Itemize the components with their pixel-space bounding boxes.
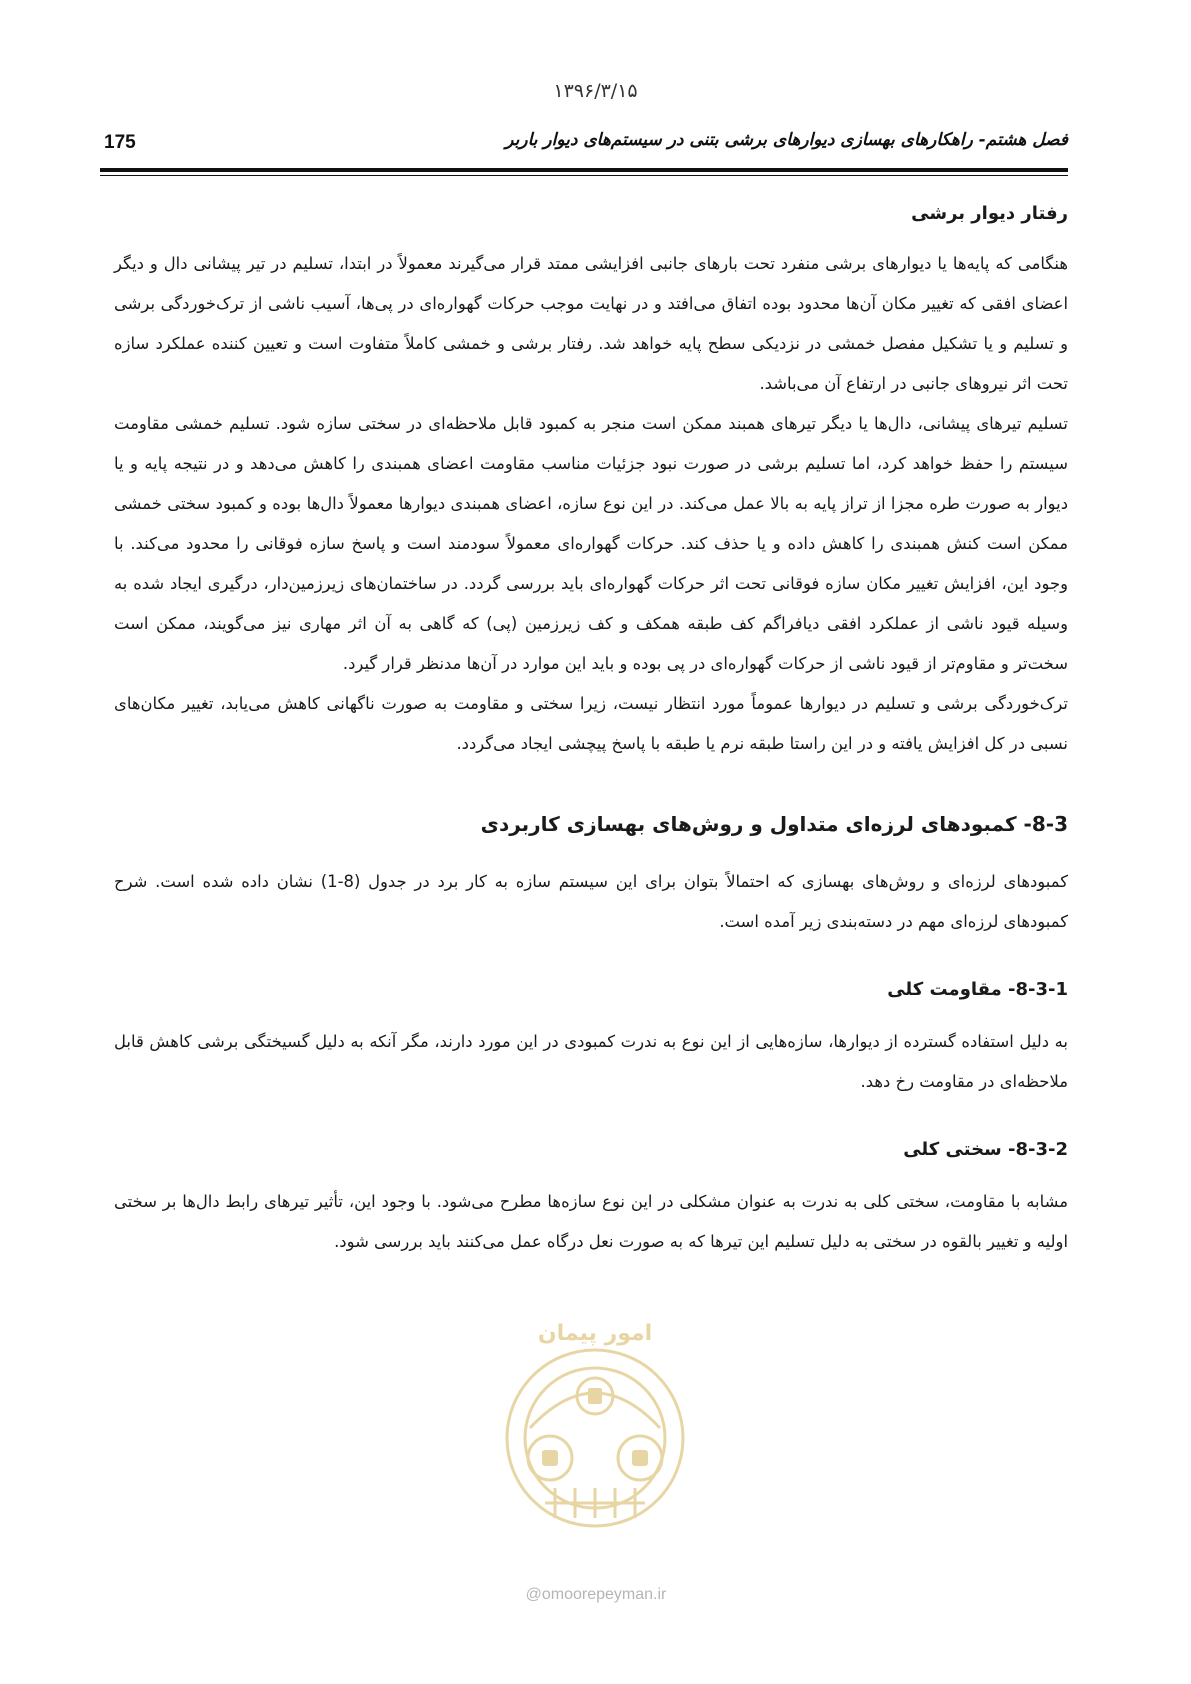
watermark-logo-text: امور پیمان	[537, 1321, 653, 1346]
chapter-title: فصل هشتم- راهکارهای بهسازی دیوارهای برشی بتنی در سیستم‌های دیوار باربر	[505, 130, 1068, 150]
heading-section-8-3: 8-3- کمبودهای لرزه‌ای متداول و روش‌های بهسازی کاربردی	[480, 812, 1068, 836]
paragraph: کمبودهای لرزه‌ای و روش‌های بهسازی که احتمالاً بتوان برای این سیستم سازه به کار برد در جدول (8-1) نشان داده شده است. شرح کمبودهای لرزه‌ای مهم در دسته‌بندی زیر آمده است.	[114, 872, 1069, 931]
page-content	[114, 196, 1068, 1262]
watermark-url: @omoorepeyman.ir	[525, 1586, 667, 1603]
heading-shear-wall-behavior: رفتار دیوار برشی	[911, 203, 1068, 224]
watermark-logo-icon	[490, 1318, 700, 1548]
running-header	[100, 128, 1068, 158]
header-date: ۱۳۹۶/۳/۱۵	[553, 80, 638, 102]
heading-section-8-3-2: 8-3-2- سختی کلی	[903, 1139, 1068, 1160]
paragraph: به دلیل استفاده گسترده از دیوارها، سازه‌هایی از این نوع به ندرت کمبودی در این مورد دارند، مگر آنکه به دلیل گسیختگی برشی کاهش قابل ملاحظه‌ای در مقاومت رخ دهد.	[114, 1032, 1068, 1091]
paragraph: هنگامی که پایه‌ها یا دیوارهای برشی منفرد تحت بارهای جانبی افزایشی ممتد قرار می‌گیرند معمولاً در ابتدا، تسلیم در تیر پیشانی دال و دیگر اعضای افقی که تغییر مکان آن‌ها محدود بوده اتفاق می‌افتد و در نهایت موجب حرکات گهواره‌ای در پی‌ها، آسیب ناشی از ترک‌خوردگی برشی و تسلیم و یا تشکیل مفصل خمشی در نزدیکی سطح پایه خواهد شد. رفتار برشی و خمشی کاملاً متفاوت است و تعیین کننده عملکرد سازه تحت اثر نیروهای جانبی در ارتفاع آن می‌باشد.	[114, 254, 1068, 393]
paragraph: تسلیم تیرهای پیشانی، دال‌ها یا دیگر تیرهای همبند ممکن است منجر به کمبود قابل ملاحظه‌ای در سختی سازه شود. تسلیم خمشی مقاومت سیستم را حفظ خواهد کرد، اما تسلیم برشی در صورت نبود جزئیات مناسب مقاومت اعضای همبندی را کاهش می‌دهد و در نتیجه پایه و یا دیوار به صورت طره مجزا از تراز پایه به بالا عمل می‌کند. در این نوع سازه، اعضای همبندی دیوارها معمولاً دال‌ها بوده و کمبود سختی خمشی ممکن است کنش همبندی را کاهش داده و یا حذف کند. حرکات گهواره‌ای معمولاً سودمند است و پاسخ سازه فوقانی را محدود می‌کند. با وجود این، افزایش تغییر مکان سازه فوقانی تحت اثر حرکات گهواره‌ای باید بررسی گردد. در ساختمان‌های زیرزمین‌دار، درگیری ایجاد شده به وسیله قیود ناشی از عملکرد افقی دیافراگم کف طبقه همکف و کف زیرزمین (پی) که گاهی به آن اثر مهاری نیز می‌گویند، ممکن است سخت‌تر و مقاوم‌تر از قیود ناشی از حرکات گهواره‌ای در پی بوده و باید این موارد در آن‌ها مدنظر قرار گیرد.	[114, 414, 1068, 673]
paragraph: مشابه با مقاومت، سختی کلی به ندرت به عنوان مشکلی در این نوع سازه‌ها مطرح می‌شود. با وجود این، تأثیر تیرهای رابط دال‌ها بر سختی اولیه و تغییر بالقوه در سختی به دلیل تسلیم این تیرها که به صورت نعل درگاه عمل می‌کنند باید بررسی شود.	[114, 1192, 1068, 1251]
paragraph: ترک‌خوردگی برشی و تسلیم در دیوارها عموماً مورد انتظار نیست، زیرا سختی و مقاومت به صورت ناگهانی کاهش می‌یابد، تغییر مکان‌های نسبی در کل افزایش یافته و در این راستا طبقه نرم یا طبقه با پاسخ پیچشی ایجاد می‌گردد.	[114, 694, 1068, 753]
header-rule-thick	[100, 168, 1068, 172]
heading-section-8-3-1: 8-3-1- مقاومت کلی	[887, 979, 1068, 1000]
page-number: 175	[104, 132, 136, 153]
header-rule-thin	[100, 175, 1068, 176]
